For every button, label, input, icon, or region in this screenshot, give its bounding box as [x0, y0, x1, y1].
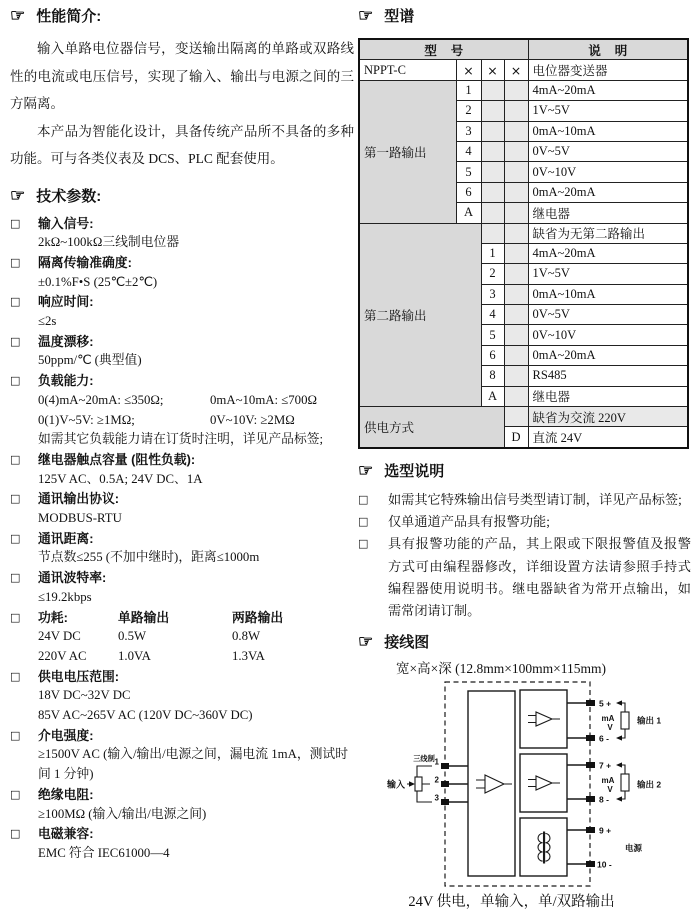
terminal-10-label: 10 -: [597, 859, 612, 870]
model-desc: 电位器变送器: [528, 60, 688, 80]
param-label: 继电器触点容量 (阻性负载):: [38, 451, 196, 467]
pointer-hand-icon: ☞: [10, 6, 26, 25]
checkbox-icon: □: [10, 728, 21, 742]
option-code: [504, 407, 528, 427]
param-value: MODBUS-RTU: [38, 511, 122, 526]
terminal-9-label: 9 +: [599, 825, 612, 836]
va-dual: 1.3VA: [232, 648, 265, 663]
option-desc: 4mA~20mA: [528, 80, 688, 100]
checkbox-icon: □: [358, 537, 369, 551]
option-desc: 0mA~20mA: [528, 182, 688, 202]
intro-paragraph-2: 本产品为智能化设计，具备传统产品所不具备的多种功能。可与各类仪表及 DCS、PLC 配套使用。: [10, 123, 354, 166]
base-model-row: [359, 60, 688, 80]
selection-note: [358, 489, 691, 511]
param-label: 绝缘电阻:: [38, 786, 94, 802]
intro-paragraph-1: 输入单路电位器信号，变送输出隔离的单路或双路线性的电流或电压信号，实现了输入、输出与电源之间的三方隔离。: [10, 41, 354, 111]
col-dual-output: 两路输出: [232, 609, 284, 625]
param-value: ≥100MΩ (输入/输出/电源之间): [38, 806, 207, 821]
option-desc: 缺省为交流 220V: [528, 407, 688, 427]
param-label: 通讯输出协议:: [38, 491, 120, 507]
terminal-1-number: 1: [434, 757, 439, 767]
group2-label: 第二路输出: [359, 223, 481, 407]
checkbox-icon: □: [10, 492, 21, 506]
option-code: 3: [456, 121, 481, 141]
va-single: 1.0VA: [118, 648, 151, 663]
performance-intro: [10, 35, 354, 173]
param-value: 18V DC~32V DC: [38, 688, 131, 703]
section-spectrum-heading: [358, 6, 691, 28]
header-model: 型 号: [359, 39, 528, 60]
terminal-1: [441, 763, 449, 769]
unit-v-label: V: [607, 784, 613, 794]
option-desc: 1V~5V: [528, 101, 688, 121]
terminal-2: [441, 781, 449, 787]
potentiometer-icon: [415, 777, 422, 791]
param-label: 响应时间:: [38, 294, 94, 310]
param-value: 如需其它负载能力请在订货时注明，详见产品标签;: [38, 432, 324, 447]
checkbox-icon: □: [358, 515, 369, 529]
option-desc: 0V~5V: [528, 305, 688, 325]
param-value: ≤2s: [38, 314, 57, 329]
diagram-caption: 24V 供电，单输入，单/双路输出: [408, 893, 615, 910]
param-label: 供电电压范围:: [38, 668, 120, 684]
option-desc: RS485: [528, 366, 688, 386]
load-v-5: 0(1)V~5V: ≥1MΩ;: [38, 412, 135, 427]
checkbox-icon: □: [10, 295, 21, 309]
option-desc: 继电器: [528, 386, 688, 406]
wiper-arrow-icon: [409, 781, 415, 786]
param-value: 125V AC、0.5A; 24V DC、1A: [38, 471, 203, 486]
checkbox-icon: □: [10, 669, 21, 683]
param-relay-contact: [10, 450, 354, 489]
selection-notes-list: [358, 489, 691, 623]
selection-heading-text: 选型说明: [384, 462, 445, 480]
param-value: 85V AC~265V AC (120V DC~360V DC): [38, 708, 253, 723]
checkbox-icon: □: [10, 827, 21, 841]
option-desc: 直流 24V: [528, 427, 688, 448]
model-name: NPPT-C: [359, 60, 456, 80]
option-code: 5: [481, 325, 504, 345]
option-code: 5: [456, 162, 481, 182]
param-load-capacity: [10, 371, 354, 450]
left-column: [10, 6, 354, 864]
supply-24vdc: 24V DC: [38, 629, 81, 644]
checkbox-icon: □: [10, 452, 21, 466]
param-value-row: [38, 391, 354, 411]
supply-220vac: 220V AC: [38, 648, 87, 663]
param-emc: [10, 824, 354, 863]
option-code: 2: [456, 101, 481, 121]
option-desc: 0mA~20mA: [528, 345, 688, 365]
terminal-5-label: 5 +: [599, 698, 612, 709]
option-code: 2: [481, 264, 504, 284]
wiring-diagram-section: [358, 632, 691, 911]
option-code: D: [504, 427, 528, 448]
checkbox-icon: □: [10, 571, 21, 585]
power-row-220v: [38, 647, 354, 667]
option-code: 3: [481, 284, 504, 304]
table-row: [359, 80, 688, 100]
checkbox-icon: □: [10, 374, 21, 388]
header-desc: 说 明: [528, 39, 688, 60]
param-label: 功耗:: [38, 609, 68, 625]
pointer-hand-icon: ☞: [358, 460, 374, 480]
param-label: 负载能力:: [38, 373, 94, 389]
code-x: ×: [456, 60, 481, 80]
option-code: 6: [481, 345, 504, 365]
col-single-output: 单路输出: [118, 609, 170, 625]
option-desc: 0mA~10mA: [528, 284, 688, 304]
param-response-time: [10, 292, 354, 331]
code-x: ×: [504, 60, 528, 80]
terminal-8-label: 8 -: [599, 794, 609, 805]
load-ma-20: 0(4)mA~20mA: ≤350Ω;: [38, 392, 164, 407]
terminal-7: [586, 762, 595, 768]
terminal-2-number: 2: [434, 775, 439, 785]
terminal-10: [586, 861, 595, 867]
performance-heading-text: 性能简介:: [36, 8, 102, 25]
power-mode-label: 供电方式: [359, 407, 504, 448]
three-wire-label: 三线制: [413, 753, 435, 763]
watt-dual: 0.8W: [232, 629, 261, 644]
param-input-signal: [10, 214, 354, 253]
param-insulation: [10, 785, 354, 824]
code-x: ×: [481, 60, 504, 80]
wiring-heading-text: 接线图: [384, 633, 430, 651]
terminal-5: [586, 700, 595, 706]
wiring-diagram: [358, 680, 691, 890]
table-row: [359, 407, 688, 427]
input-label: 输入: [386, 779, 405, 790]
param-comm-protocol: [10, 489, 354, 528]
param-value: 节点数≤255 (不加中继时)，距离≤1000m: [38, 550, 260, 565]
param-label: 隔离传输准确度:: [38, 254, 132, 270]
selection-note: [358, 533, 691, 622]
terminal-6: [586, 735, 595, 741]
param-value-row: [38, 411, 354, 431]
option-desc: 0mA~10mA: [528, 121, 688, 141]
option-desc: 4mA~20mA: [528, 243, 688, 263]
param-dielectric: [10, 726, 354, 785]
watt-single: 0.5W: [118, 629, 147, 644]
checkbox-icon: □: [10, 255, 21, 269]
param-power-consumption: [10, 608, 354, 667]
table-header-row: [359, 39, 688, 60]
option-code: [481, 223, 504, 243]
section-performance-heading: [10, 6, 354, 28]
param-temp-drift: [10, 332, 354, 371]
selection-notes-section: [358, 461, 691, 623]
checkbox-icon: □: [10, 610, 21, 624]
output1-label: 输出 1: [637, 715, 662, 726]
param-value: 50ppm/℃ (典型值): [38, 353, 142, 368]
param-baud-rate: [10, 568, 354, 607]
load-ma-10: 0mA~10mA: ≤700Ω: [210, 392, 317, 407]
unit-ma-label: mA: [601, 713, 615, 723]
param-supply-range: [10, 667, 354, 726]
option-code: 4: [481, 305, 504, 325]
option-desc: 缺省为无第二路输出: [528, 223, 688, 243]
option-code: 1: [456, 80, 481, 100]
option-code: A: [481, 386, 504, 406]
param-accuracy: [10, 253, 354, 292]
param-label: 输入信号:: [38, 215, 94, 231]
param-value: ≥1500V AC (输入/输出/电源之间，漏电流 1mA，测试时间 1 分钟): [38, 747, 349, 782]
load-v-10: 0V~10V: ≥2MΩ: [210, 412, 295, 427]
option-code: A: [456, 203, 481, 223]
option-desc: 1V~5V: [528, 264, 688, 284]
power-row-24v: [38, 627, 354, 647]
option-code: 4: [456, 141, 481, 161]
option-code: 6: [456, 182, 481, 202]
power-supply-label: 电源: [625, 842, 643, 853]
table-row: [359, 223, 688, 243]
section-selection-heading: [358, 461, 691, 483]
param-value: ±0.1%F•S (25℃±2℃): [38, 274, 158, 289]
section-tech-heading: [10, 186, 354, 208]
param-label: 温度漂移:: [38, 333, 94, 349]
terminal-3-number: 3: [434, 793, 439, 803]
pointer-hand-icon: ☞: [10, 185, 26, 205]
pointer-hand-icon: ☞: [358, 631, 374, 651]
tech-parameter-list: [10, 214, 354, 864]
dimensions-note: 宽×高×深 (12.8mm×100mm×115mm): [396, 660, 606, 676]
note-text: 具有报警功能的产品，其上限或下限报警值及报警方式可由编程器修改，详细设置方法请参照手持式编程器使用说明书。继电器缺省为常开点输出，如需常闭请订制。: [388, 536, 691, 619]
param-value: 2kΩ~100kΩ三线制电位器: [38, 235, 180, 250]
checkbox-icon: □: [10, 531, 21, 545]
param-label: 通讯波特率:: [38, 570, 107, 586]
section-wiring-heading: [358, 632, 691, 654]
note-text: 仅单通道产品具有报警功能;: [388, 514, 550, 530]
pointer-hand-icon: ☞: [358, 6, 374, 25]
checkbox-icon: □: [10, 216, 21, 230]
terminal-6-label: 6 -: [599, 733, 609, 744]
option-desc: 0V~5V: [528, 141, 688, 161]
param-label: 通讯距离:: [38, 530, 94, 546]
unit-ma-label: mA: [601, 775, 615, 785]
terminal-9: [586, 827, 595, 833]
option-desc: 继电器: [528, 203, 688, 223]
model-spectrum-table: [358, 38, 689, 449]
terminal-3: [441, 799, 449, 805]
output2-label: 输出 2: [637, 779, 662, 790]
param-comm-distance: [10, 529, 354, 568]
param-label: 介电强度:: [38, 727, 94, 743]
selection-note: [358, 511, 691, 533]
terminal-7-label: 7 +: [599, 760, 612, 771]
option-code: 8: [481, 366, 504, 386]
option-code: 1: [481, 243, 504, 263]
terminal-8: [586, 796, 595, 802]
param-value: ≤19.2kbps: [38, 589, 92, 604]
unit-v-label: V: [607, 722, 613, 732]
param-value: EMC 符合 IEC61000—4: [38, 846, 170, 860]
checkbox-icon: □: [10, 334, 21, 348]
checkbox-icon: □: [10, 787, 21, 801]
spectrum-heading-text: 型谱: [384, 8, 415, 25]
checkbox-icon: □: [358, 492, 369, 506]
tech-heading-text: 技术参数:: [36, 187, 102, 205]
group1-label: 第一路输出: [359, 80, 456, 223]
option-desc: 0V~10V: [528, 162, 688, 182]
option-desc: 0V~10V: [528, 325, 688, 345]
right-column: [358, 6, 691, 911]
note-text: 如需其它特殊输出信号类型请订制，详见产品标签;: [388, 491, 682, 507]
param-label: 电磁兼容:: [38, 826, 94, 842]
